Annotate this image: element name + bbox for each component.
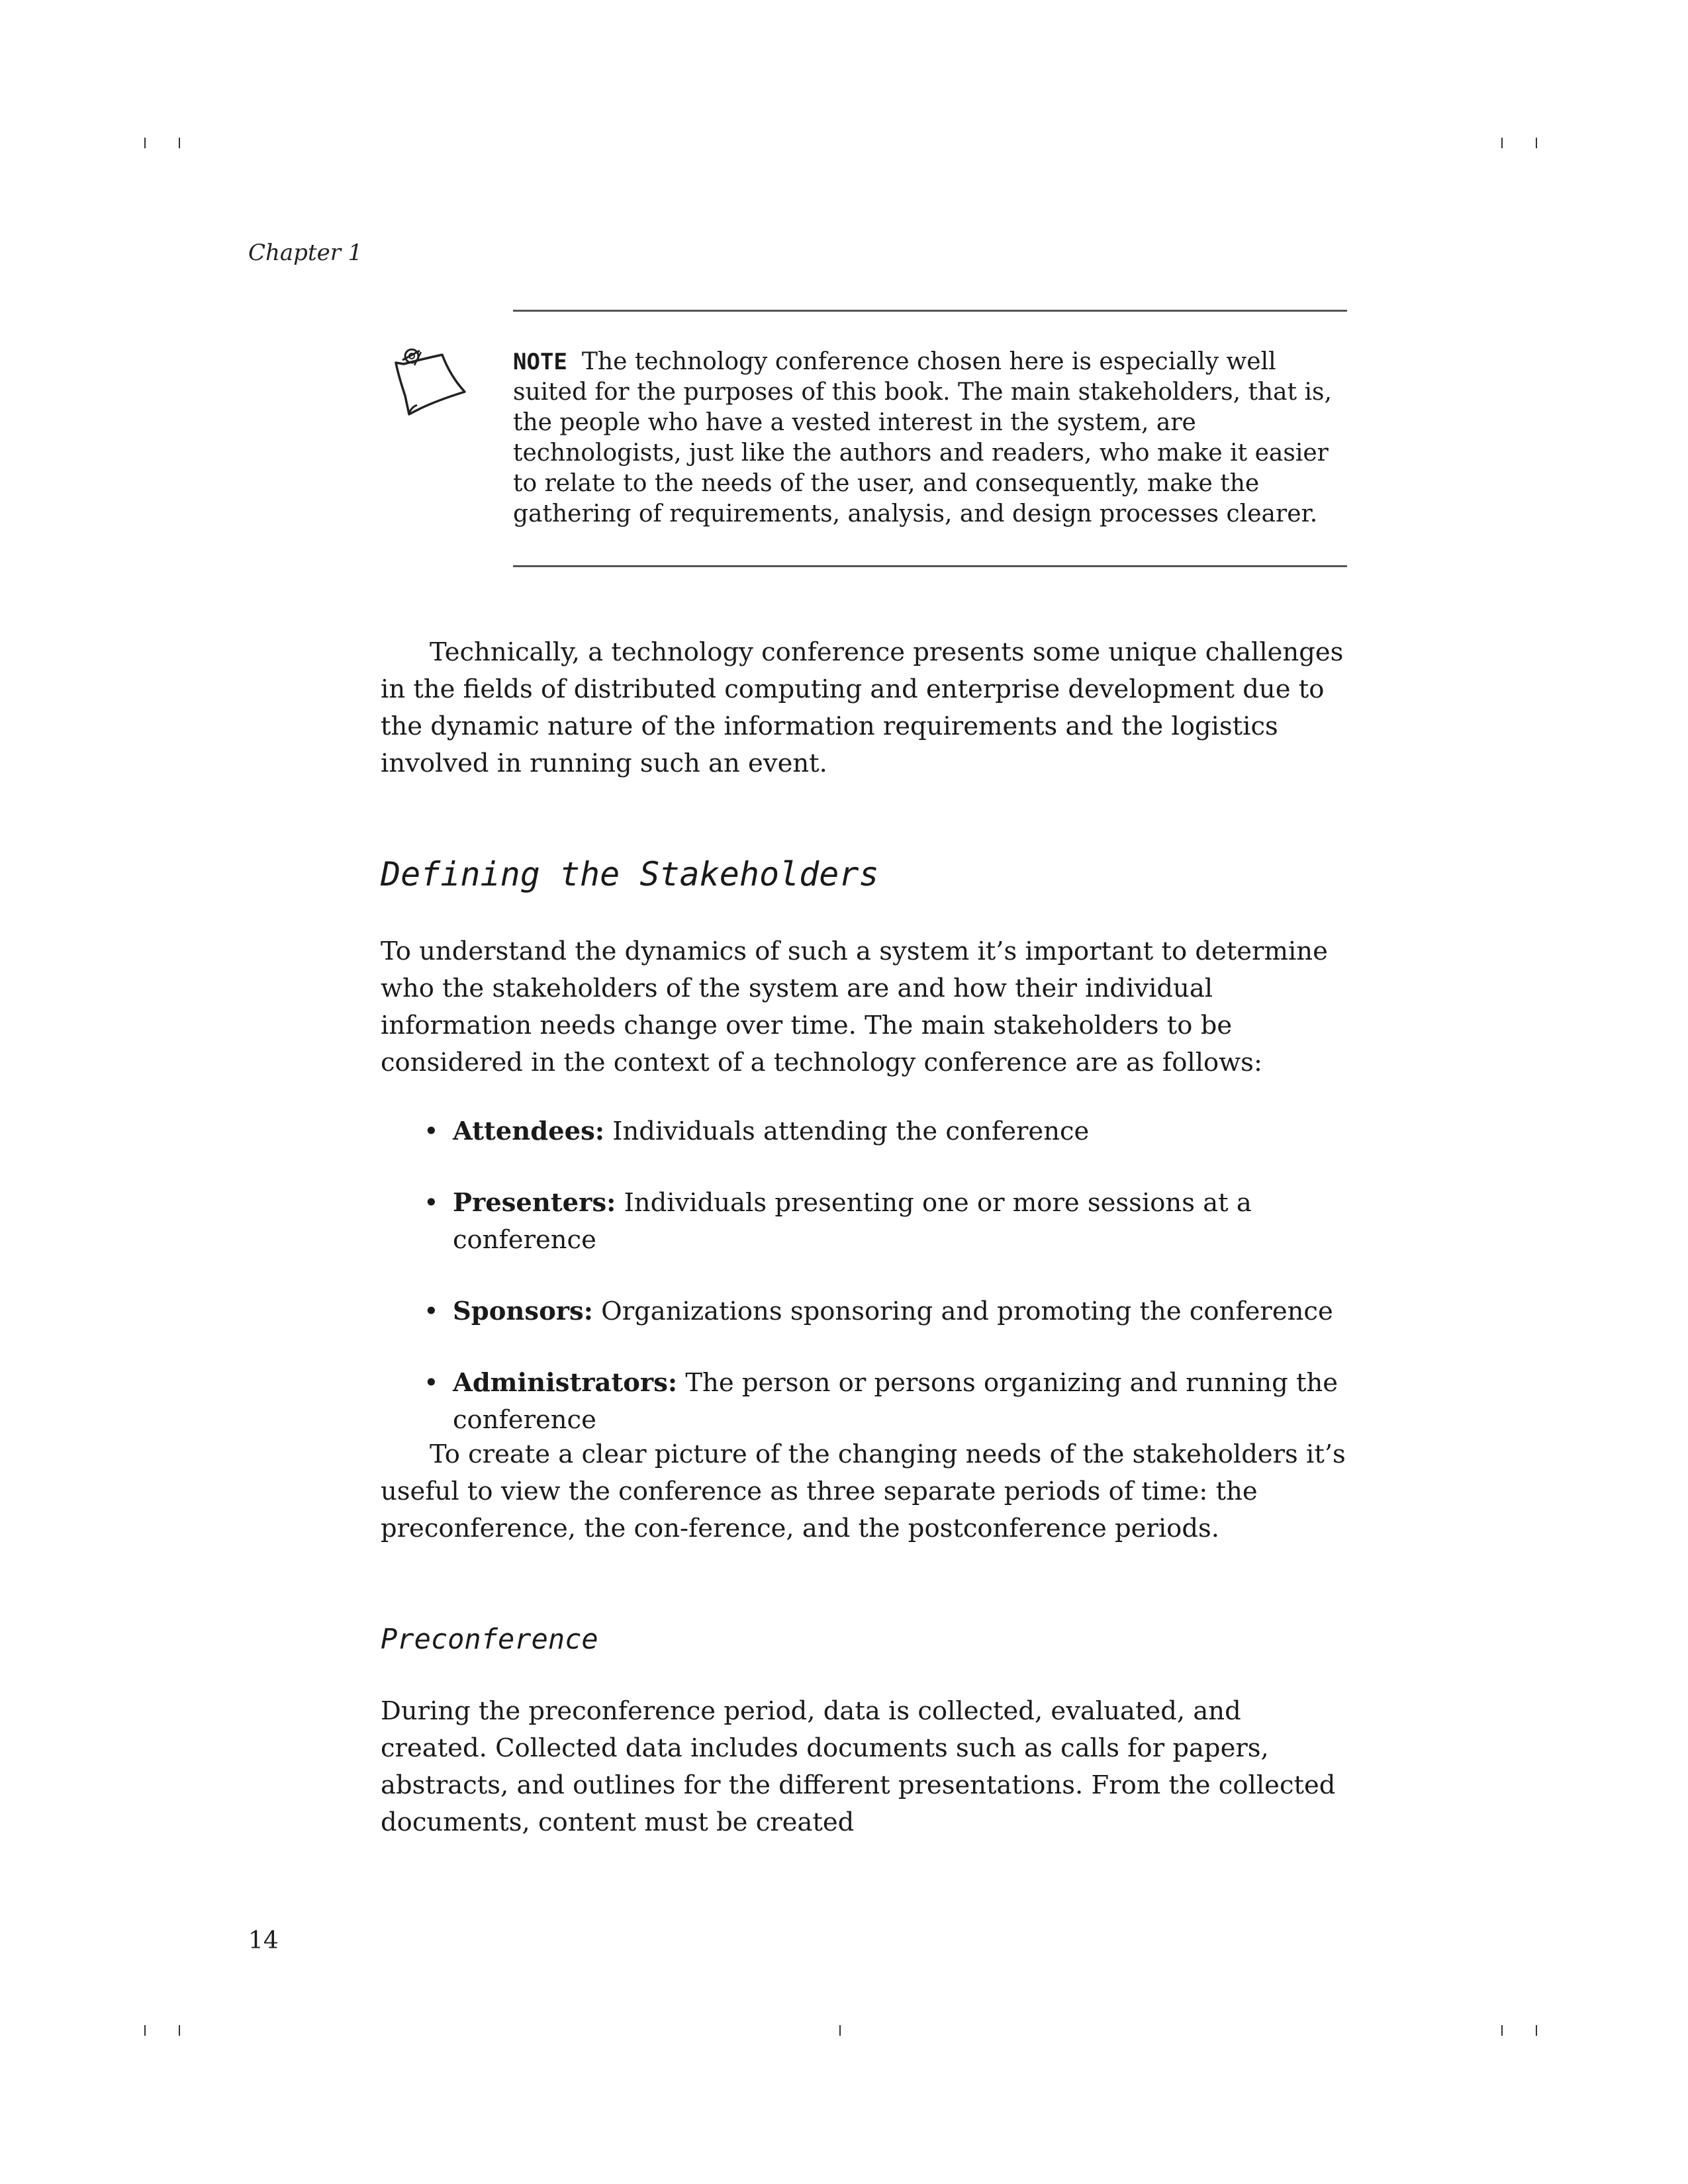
list-item-term: Sponsors: bbox=[453, 1297, 593, 1326]
crop-mark bbox=[179, 2025, 180, 2036]
section-paragraph: To understand the dynamics of such a system it’s important to determine who the stakeholders of the system are and how their individual information needs change over time. The main stakeholders to be considered in the context of a technology conference are as follows: bbox=[381, 936, 1328, 1077]
page-number: 14 bbox=[248, 1927, 279, 1954]
note-bottom-rule bbox=[513, 565, 1347, 567]
crop-mark bbox=[179, 138, 180, 148]
bullet-icon: • bbox=[424, 1368, 439, 1398]
note-top-rule bbox=[513, 310, 1347, 312]
list-item bbox=[424, 1113, 1347, 1150]
intro-paragraph-block bbox=[381, 634, 1347, 782]
section-heading: Defining the Stakeholders bbox=[381, 855, 879, 893]
list-item-desc: Organizations sponsoring and promoting the conference bbox=[601, 1297, 1333, 1326]
subsection-heading: Preconference bbox=[381, 1623, 598, 1655]
list-item bbox=[424, 1365, 1347, 1439]
sticky-note-icon bbox=[391, 336, 477, 422]
stakeholder-list bbox=[424, 1113, 1347, 1473]
list-item-term: Presenters: bbox=[453, 1188, 616, 1218]
note-label: NOTE bbox=[513, 349, 567, 375]
periods-paragraph: To create a clear picture of the changing needs of the stakeholders it’s useful to view the conference as three separate periods of time: the preconference, the con-ference, and the postconference periods. bbox=[381, 1439, 1346, 1543]
list-item-desc: The person or persons organizing and running the conference bbox=[453, 1368, 1338, 1435]
note-text bbox=[513, 347, 1347, 529]
bullet-icon: • bbox=[424, 1297, 439, 1326]
note-box bbox=[391, 310, 1347, 568]
crop-mark bbox=[1536, 138, 1537, 148]
list-item-term: Administrators: bbox=[453, 1368, 678, 1398]
list-item-desc: Individuals presenting one or more sessions at a conference bbox=[453, 1188, 1252, 1255]
crop-mark bbox=[839, 2025, 841, 2036]
intro-paragraph: Technically, a technology conference presents some unique challenges in the fields of distributed computing and enterprise development due to the dynamic nature of the information requirements and the logistics involved in running such an event. bbox=[381, 637, 1344, 778]
bullet-icon: • bbox=[424, 1116, 439, 1146]
section-paragraph-block bbox=[381, 933, 1347, 1081]
bullet-icon: • bbox=[424, 1188, 439, 1218]
list-item bbox=[424, 1185, 1347, 1259]
running-head: Chapter 1 bbox=[248, 240, 363, 266]
crop-mark bbox=[144, 2025, 146, 2036]
list-item bbox=[424, 1293, 1347, 1330]
crop-mark bbox=[1536, 2025, 1537, 2036]
periods-paragraph-block bbox=[381, 1436, 1347, 1547]
note-body: The technology conference chosen here is especially well suited for the purposes of this book. The main stakeholders, that is, the people who have a vested interest in the system, are technologists, just like the authors and readers, who make it easier to relate to the needs of the user, and consequently, make the gathering of requirements, analysis, and design processes clearer. bbox=[513, 348, 1332, 527]
crop-mark bbox=[1501, 2025, 1503, 2036]
crop-mark bbox=[1501, 138, 1503, 148]
crop-mark bbox=[144, 138, 146, 148]
list-item-desc: Individuals attending the conference bbox=[612, 1116, 1090, 1146]
preconference-paragraph-block bbox=[381, 1693, 1347, 1841]
list-item-term: Attendees: bbox=[453, 1116, 605, 1146]
preconference-paragraph: During the preconference period, data is collected, evaluated, and created. Collected data includes documents such as calls for papers, abstracts, and outlines for the different presentations. From the collected documents, content must be created bbox=[381, 1696, 1336, 1837]
